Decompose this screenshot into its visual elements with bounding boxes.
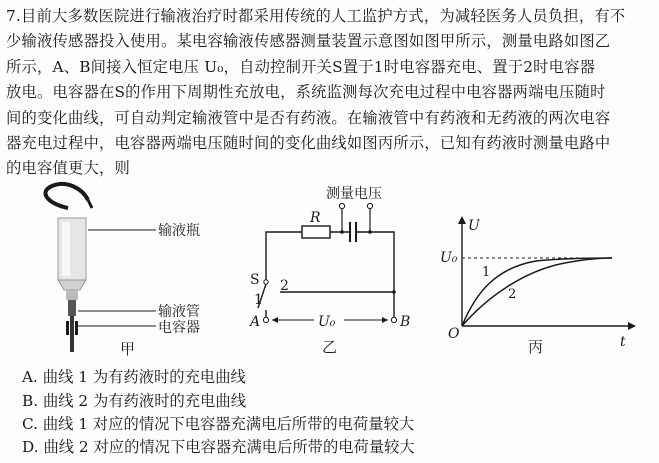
question-line: 间的变化曲线，可自动判定输液管中是否有药液。在输液管中有药液和无药液的两次电容 — [6, 108, 611, 127]
figure-bing — [436, 214, 640, 356]
hanger-hook — [45, 184, 88, 208]
label-r: R — [310, 210, 321, 226]
label-b: B — [400, 314, 411, 330]
capacitor-plate — [66, 321, 69, 335]
label-axis-t: t — [620, 334, 626, 350]
label-curve-2: 2 — [508, 287, 517, 302]
option-d[interactable]: D. 曲线 2 对应的情况下电容器充满电后所带的电荷量较大 — [22, 438, 415, 456]
question-line: 目前大多数医院进行输液治疗时都采用传统的人工监护方式，为减轻医务人员负担，有不 — [21, 7, 626, 25]
switch-pivot — [264, 280, 268, 284]
caption-jia: 甲 — [120, 340, 136, 358]
label-1: 1 — [254, 292, 263, 308]
capacitor-plate — [75, 321, 78, 335]
caption-yi: 乙 — [322, 338, 338, 356]
label-tube: 输液管 — [158, 304, 200, 320]
question-text — [6, 4, 654, 182]
label-u0: U₀ — [440, 250, 458, 266]
label-capacitor: 电容器 — [158, 320, 200, 336]
option-c[interactable]: C. 曲线 1 对应的情况下电容器充满电后所带的电荷量较大 — [22, 415, 415, 433]
label-u0: U₀ — [318, 314, 336, 330]
terminal-a — [263, 317, 268, 322]
terminal — [339, 203, 344, 208]
option-a[interactable]: A. 曲线 1 为有药液时的充电曲线 — [22, 368, 246, 386]
terminal-b — [391, 317, 396, 322]
label-s: S — [250, 272, 260, 288]
question-number: 7. — [6, 7, 21, 25]
label-origin: O — [448, 326, 460, 342]
figure-jia — [8, 178, 240, 358]
question-line: 所示，A、B间接入恒定电压 U₀，自动控制开关S置于1时电容器充电、置于2时电容器 — [6, 57, 596, 76]
label-axis-u: U — [468, 218, 480, 234]
terminal — [367, 203, 372, 208]
label-curve-1: 1 — [482, 265, 491, 280]
question-line: 器充电过程中，电容器两端电压随时间的变化曲线如图丙所示，已知有药液时测量电路中 — [6, 134, 611, 153]
figure-yi — [244, 180, 424, 356]
question-line: 的电容值更大，则 — [6, 159, 130, 178]
label-bottle: 输液瓶 — [158, 223, 200, 239]
resistor — [302, 226, 330, 238]
label-measure-voltage: 测量电压 — [326, 186, 382, 202]
label-a: A — [250, 314, 261, 330]
question-line: 少输液传感器投入使用。某电容输液传感器测量装置示意图如图甲所示，测量电路如图乙 — [6, 32, 611, 51]
drip-tube — [68, 300, 76, 352]
caption-bing: 丙 — [528, 338, 544, 356]
question-line: 放电。电容器在S的作用下周期性充放电，系统监测每次充电过程中电容器两端电压随时 — [6, 83, 606, 102]
option-b[interactable]: B. 曲线 2 为有药液时的充电曲线 — [22, 392, 246, 410]
label-2: 2 — [280, 278, 289, 294]
infusion-bottle — [58, 218, 86, 300]
